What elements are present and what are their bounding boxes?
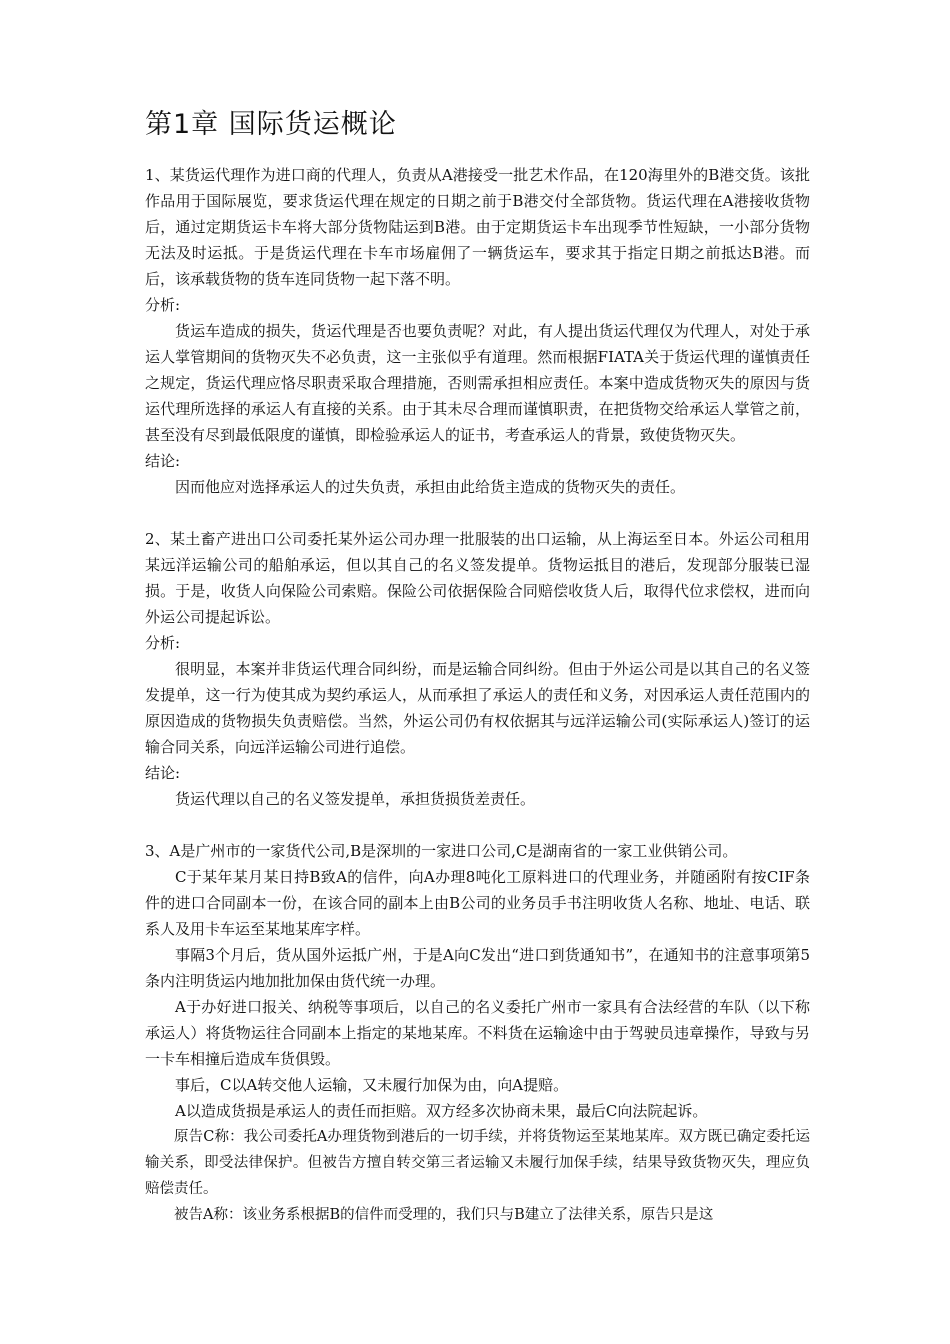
case-2-analysis: 很明显，本案并非货运代理合同纠纷，而是运输合同纠纷。但由于外运公司是以其自己的名义签发提单，这一行为使其成为契约承运人，从而承担了承运人的责任和义务，对因承运人责任范围内的原因造成的货物损失负责赔偿。当然，外运公司仍有权依据其与远洋运输公司(实际承运人)签订的运输合同关系，向远洋运输公司进行追偿。 [145, 660, 810, 756]
spacer [145, 812, 810, 838]
case-3-paragraph: A以造成货损是承运人的责任而拒赔。双方经多次协商未果，最后C向法院起诉。 [175, 1102, 708, 1120]
case-3-paragraph: C于某年某月某日持B致A的信件，向A办理8吨化工原料进口的代理业务，并随函附有按CIF条件的进口合同副本一份，在该合同的副本上由B公司的业务员手书注明收货人名称、地址、电话、联系人及用卡车运至某地某库字样。 [145, 868, 810, 938]
case-1 [145, 162, 810, 500]
document-page [145, 108, 810, 1228]
case-3-paragraph: A于办好进口报关、纳税等事项后，以自己的名义委托广州市一家具有合法经营的车队（以下称承运人）将货物运往合同副本上指定的某地某库。不料货在运输途中由于驾驶员违章操作，导致与另一卡车相撞后造成车货俱毁。 [145, 998, 810, 1068]
defendant-statement: 被告A称：该业务系根据B的信件而受理的，我们只与B建立了法律关系，原告只是这 [174, 1207, 714, 1223]
case-1-question: 1、某货运代理作为进口商的代理人，负责从A港接受一批艺术作品，在120海里外的B港交货。该批作品用于国际展览，要求货运代理在规定的日期之前于B港交付全部货物。货运代理在A港接收货物后，通过定期货运卡车将大部分货物陆运到B港。由于定期货运卡车出现季节性短缺，一小部分货物无法及时运抵。于是货运代理在卡车市场雇佣了一辆货运车，要求其于指定日期之前抵达B港。而后，该承载货物的货车连同货物一起下落不明。 [145, 166, 810, 288]
case-2 [145, 526, 810, 812]
case-3-paragraph: 事后，C以A转交他人运输，又未履行加保为由，向A提赔。 [175, 1076, 569, 1094]
case-1-conclusion: 因而他应对选择承运人的过失负责，承担由此给货主造成的货物灭失的责任。 [175, 478, 686, 496]
case-1-analysis-label: 分析: [145, 296, 181, 314]
chapter-title: 第1章 国际货运概论 [145, 109, 397, 140]
plaintiff-statement: 原告C称：我公司委托A办理货物到港后的一切手续，并将货物运至某地某库。双方既已确定委托运输关系，即受法律保护。但被告方擅自转交第三者运输又未履行加保手续，结果导致货物灭失，理应负赔偿责任。 [145, 1129, 810, 1197]
case-1-conclusion-label: 结论: [145, 452, 181, 470]
case-2-conclusion: 货运代理以自己的名义签发提单，承担货损货差责任。 [175, 790, 536, 808]
case-3-intro: 3、A是广州市的一家货代公司,B是深圳的一家进口公司,C是湖南省的一家工业供销公司。 [145, 842, 738, 860]
spacer [145, 500, 810, 526]
case-3-paragraph: 事隔3个月后，货从国外运抵广州，于是A向C发出“进口到货通知书”，在通知书的注意事项第5条内注明货运内地加批加保由货代统一办理。 [145, 946, 810, 990]
case-2-question: 2、某土畜产进出口公司委托某外运公司办理一批服装的出口运输，从上海运至日本。外运公司租用某远洋运输公司的船舶承运，但以其自己的名义签发提单。货物运抵目的港后，发现部分服装已湿损。于是，收货人向保险公司索赔。保险公司依据保险合同赔偿收货人后，取得代位求偿权，进而向外运公司提起诉讼。 [145, 530, 810, 626]
case-2-conclusion-label: 结论: [145, 764, 181, 782]
case-3 [145, 838, 810, 1228]
case-2-analysis-label: 分析: [145, 634, 181, 652]
case-1-analysis: 货运车造成的损失，货运代理是否也要负责呢？对此，有人提出货运代理仅为代理人，对处于承运人掌管期间的货物灭失不必负责，这一主张似乎有道理。然而根据FIATA关于货运代理的谨慎责任之规定，货运代理应恪尽职责采取合理措施，否则需承担相应责任。本案中造成货物灭失的原因与货运代理所选择的承运人有直接的关系。由于其未尽合理而谨慎职责，在把货物交给承运人掌管之前，甚至没有尽到最低限度的谨慎，即检验承运人的证书，考查承运人的背景，致使货物灭失。 [145, 322, 810, 444]
